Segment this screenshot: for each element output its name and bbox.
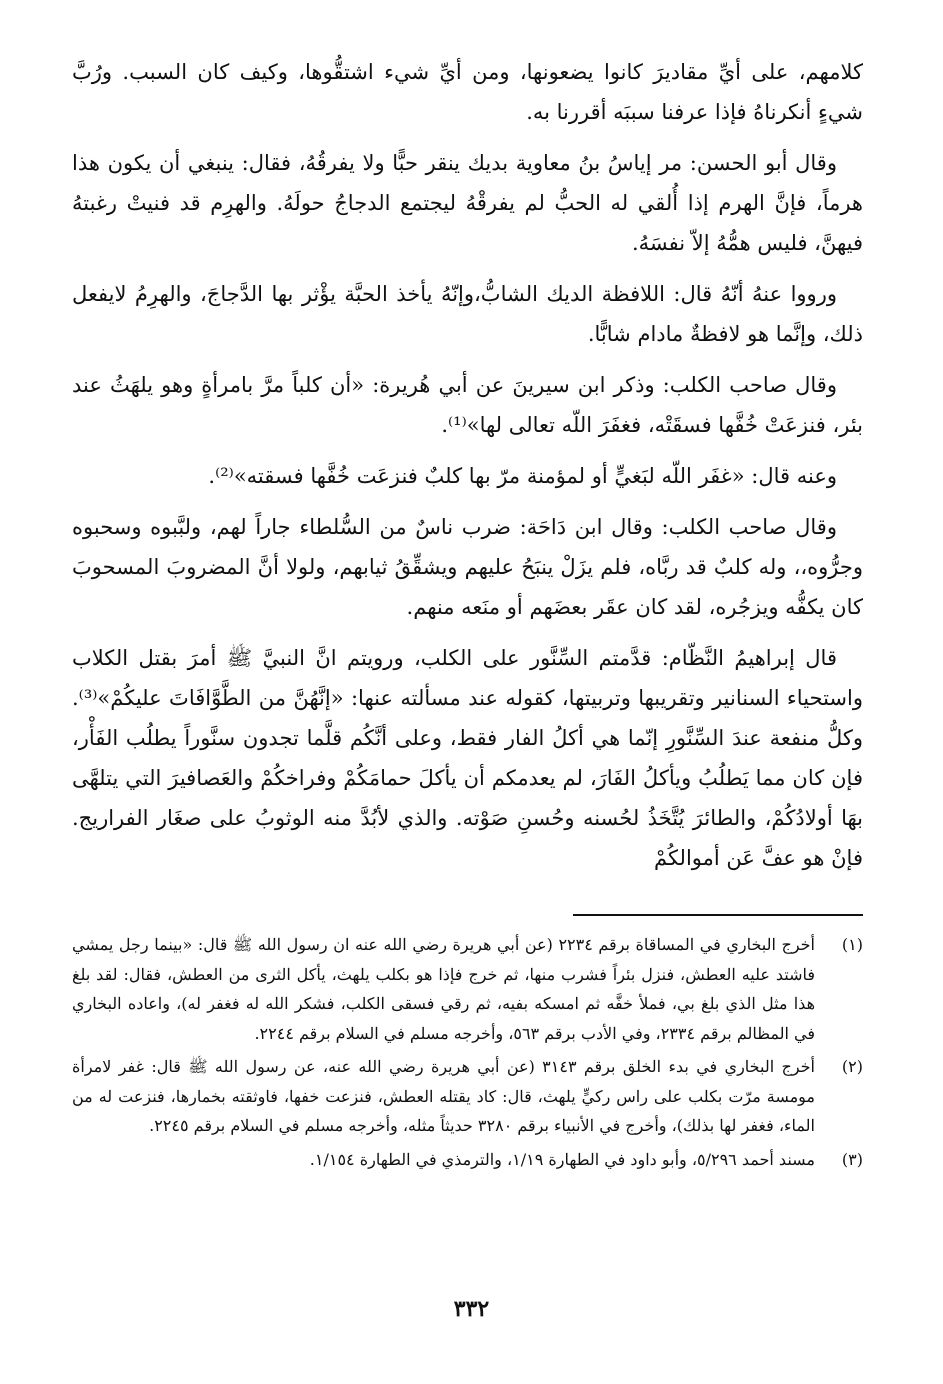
footnote-number: (١) — [841, 935, 863, 954]
footnotes — [72, 930, 863, 1178]
paragraph-2: وقال أبو الحسن: مر إياسُ بنُ معاوية بديك ينقر حبًّا ولا يفرقُهُ، فقال: ينبغي أن يكون هذا هرماً، فإنَّ الهرم إذا أُلقي له الحبُّ لم يفرقْهُ ليجتمع الدجاجُ حولَهُ. والهرِم قد فنيتْ رغبتهُ فيهنَّ، فليس همُّهُ إلاّ نفسَهُ. — [72, 151, 863, 255]
paragraph-5: وعنه قال: «غفَر اللّه لبَغيٍّ أو لمؤمنة مرّ بها كلبٌ فنزعَت خُفَّها فسقته»⁽²⁾. — [208, 464, 837, 488]
footnote-2 — [72, 1052, 863, 1141]
footnote-1 — [72, 930, 863, 1048]
paragraph-6: وقال صاحب الكلب: وقال ابن دَاحَة: ضرب ناسٌ من السُّلطاء جاراً لهم، ولبَّبوه وسحبوه وجرُّوه،، وله كلبٌ قد ربَّاه، فلم يزَلْ ينبَحُ عليهم ويشقِّقُ ثيابهم، ولولا أنَّ المضروبَ المسحوبَ كان يكفُّه ويزجُره، لقد كان عقَر بعضَهم أو منَعه منهم. — [72, 515, 863, 619]
footnote-text: أخرج البخاري في بدء الخلق برقم ٣١٤٣ (عن أبي هريرة رضي الله عنه، عن رسول الله ﷺ قال: غفر لامرأة مومسة مرّت بكلب على راس ركيٍّ يلهث، قال: كاد يقتله العطش، فنزعت خفها، فاوثقته بخمارها، فنزعت له من الماء، فغفر لها بذلك)، وأخرج في الأنبياء برقم ٣٢٨٠ حديثاً مثله، وأخرجه مسلم في السلام برقم ٢٢٤٥. — [72, 1057, 815, 1135]
paragraph-3: ورووا عنهُ أنّهُ قال: اللافظة الديك الشابُّ،وإنّهُ يأخذ الحبَّة يؤْثر بها الدَّجاجَ، والهرِمُ لايفعل ذلك، وإنَّما هو لافظةٌ مادام شابًّا. — [72, 282, 863, 346]
paragraph-1: كلامهم، على أيِّ مقاديرَ كانوا يضعونها، ومن أيِّ شيء اشتقُّوها، وكيف كان السبب. ورُبَّ شيءٍ أنكرناهُ فإذا عرفنا سببَه أقررنا به. — [72, 60, 863, 124]
footnote-separator — [573, 914, 863, 916]
paragraph-7: قال إبراهيمُ النَّظّام: قدَّمتم السِّنَّور على الكلب، ورويتم انَّ النبيَّ ﷺ أمرَ بقتل الكلاب واستحياء السنانير وتقريبها وتربيتها، كقوله عند مسألته عنها: «إنَّهُنَّ من الطَّوَّافَاتَ عليكُمْ»⁽³⁾. وكلُّ منفعة عندَ السِّنَّورِ إنّما هي أكلُ الفار فقط، وعلى أنَّكُم قلَّما تجدون سنَّوراً يطلُب الفَأْر، فإن كان مما يَطلُبُ ويأكلُ الفَارَ، لم يعدمكم أن يأكلَ حمامَكُمْ وفراخكُمْ والعَصافيرَ التي يتلهَّى بهَا أولادُكُمْ، والطائرَ يُتَّخَذُ لحُسنه وحُسنِ صَوْته. والذي لأبُدَّ منه الوثوبُ على صغَار الفراريج. فإنْ هو عفَّ عَن أموالكُمْ — [72, 646, 863, 870]
footnote-number: (٢) — [841, 1057, 863, 1076]
page-number: ٣٣٢ — [453, 1296, 490, 1322]
paragraph-4: وقال صاحب الكلب: وذكر ابن سيرينَ عن أبي هُريرة: «أن كلباً مرَّ بامرأةٍ وهو يلهَثُ عند بئر، فنزعَتْ خُفَّها فسقَتْه، فغفَرَ اللّه تعالى لها»⁽¹⁾. — [72, 373, 863, 437]
main-text — [72, 52, 863, 889]
footnote-text: أخرج البخاري في المساقاة برقم ٢٢٣٤ (عن أبي هريرة رضي الله عنه ان رسول الله ﷺ قال: «بينما رجل يمشي فاشتد عليه العطش، فنزل بئراً فشرب منها، ثم خرج فإذا هو بكلب يلهث، يأكل الثرى من العطش، فقال: لقد بلغ هذا مثل الذي بلغ بي، فملأ خفَّه ثم امسكه بفيه، ثم رقي فسقى الكلب، فشكر الله له فغفر له)، واعاده البخاري في المظالم برقم ٢٣٣٤، وفي الأدب برقم ٥٦٣، وأخرجه مسلم في السلام برقم ٢٢٤٤. — [72, 935, 816, 1043]
footnote-3 — [72, 1145, 863, 1175]
footnote-text: مسند أحمد ٥/٢٩٦، وأبو داود في الطهارة ١/١٩، والترمذي في الطهارة ١/١٥٤. — [309, 1149, 815, 1169]
footnote-number: (٣) — [841, 1149, 863, 1169]
